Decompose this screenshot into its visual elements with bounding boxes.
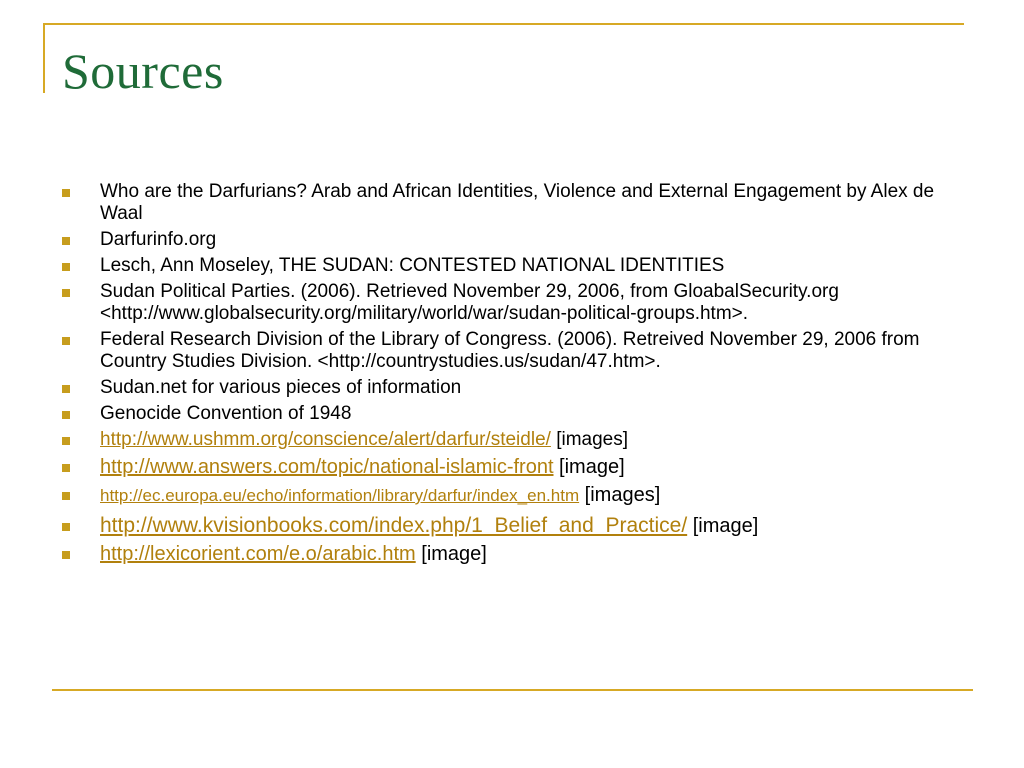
source-link[interactable]: http://www.kvisionbooks.com/index.php/1_Belief_and_Practice/ bbox=[100, 514, 688, 537]
source-text: Sudan.net for various pieces of information bbox=[100, 377, 462, 398]
list-item bbox=[60, 403, 960, 425]
source-link[interactable]: http://www.answers.com/topic/national-islamic-front bbox=[100, 456, 554, 478]
list-item bbox=[60, 281, 960, 325]
square-bullet-icon bbox=[62, 437, 70, 445]
square-bullet-icon bbox=[62, 263, 70, 271]
source-link[interactable]: http://www.ushmm.org/conscience/alert/darfur/steidle/ bbox=[100, 429, 551, 450]
list-item bbox=[60, 484, 960, 507]
square-bullet-icon bbox=[62, 551, 70, 559]
source-text: Darfurinfo.org bbox=[100, 229, 217, 250]
square-bullet-icon bbox=[62, 289, 70, 297]
source-link[interactable]: http://ec.europa.eu/echo/information/library/darfur/index_en.htm bbox=[100, 486, 580, 505]
source-text: Genocide Convention of 1948 bbox=[100, 403, 352, 424]
square-bullet-icon bbox=[62, 411, 70, 419]
square-bullet-icon bbox=[62, 464, 70, 472]
square-bullet-icon bbox=[62, 385, 70, 393]
source-text: Federal Research Division of the Library of Congress. (2006). Retreived November 29, 2006 from Country Studies Division. <http://countrystudies.us/sudan/47.htm>. bbox=[100, 329, 920, 372]
list-item bbox=[60, 513, 960, 539]
list-item bbox=[60, 455, 960, 479]
source-suffix: [image] bbox=[415, 543, 487, 565]
square-bullet-icon bbox=[62, 189, 70, 197]
square-bullet-icon bbox=[62, 492, 70, 500]
source-text: Lesch, Ann Moseley, THE SUDAN: CONTESTED NATIONAL IDENTITIES bbox=[100, 255, 725, 276]
list-item bbox=[60, 429, 960, 451]
source-suffix: [image] bbox=[687, 515, 759, 537]
list-item bbox=[60, 229, 960, 251]
square-bullet-icon bbox=[62, 337, 70, 345]
list-item bbox=[60, 377, 960, 399]
source-list bbox=[60, 181, 960, 571]
source-link[interactable]: http://lexicorient.com/e.o/arabic.htm bbox=[100, 543, 416, 565]
source-suffix: [images] bbox=[550, 429, 629, 450]
source-suffix: [images] bbox=[579, 484, 661, 506]
source-text: Sudan Political Parties. (2006). Retrieved November 29, 2006, from GloabalSecurity.org <http://www.globalsecurity.org/military/world/war/sudan-political-groups.htm>. bbox=[100, 281, 839, 324]
bottom-accent-rule bbox=[52, 689, 973, 691]
square-bullet-icon bbox=[62, 523, 70, 531]
list-item bbox=[60, 542, 960, 566]
square-bullet-icon bbox=[62, 237, 70, 245]
left-accent-rule bbox=[43, 23, 45, 93]
list-item bbox=[60, 329, 960, 373]
slide-title: Sources bbox=[62, 43, 224, 99]
source-suffix: [image] bbox=[553, 456, 625, 478]
source-text: Who are the Darfurians? Arab and African Identities, Violence and External Engagement by Alex de Waal bbox=[100, 181, 935, 224]
list-item bbox=[60, 181, 960, 225]
list-item bbox=[60, 255, 960, 277]
top-accent-rule bbox=[43, 23, 964, 25]
